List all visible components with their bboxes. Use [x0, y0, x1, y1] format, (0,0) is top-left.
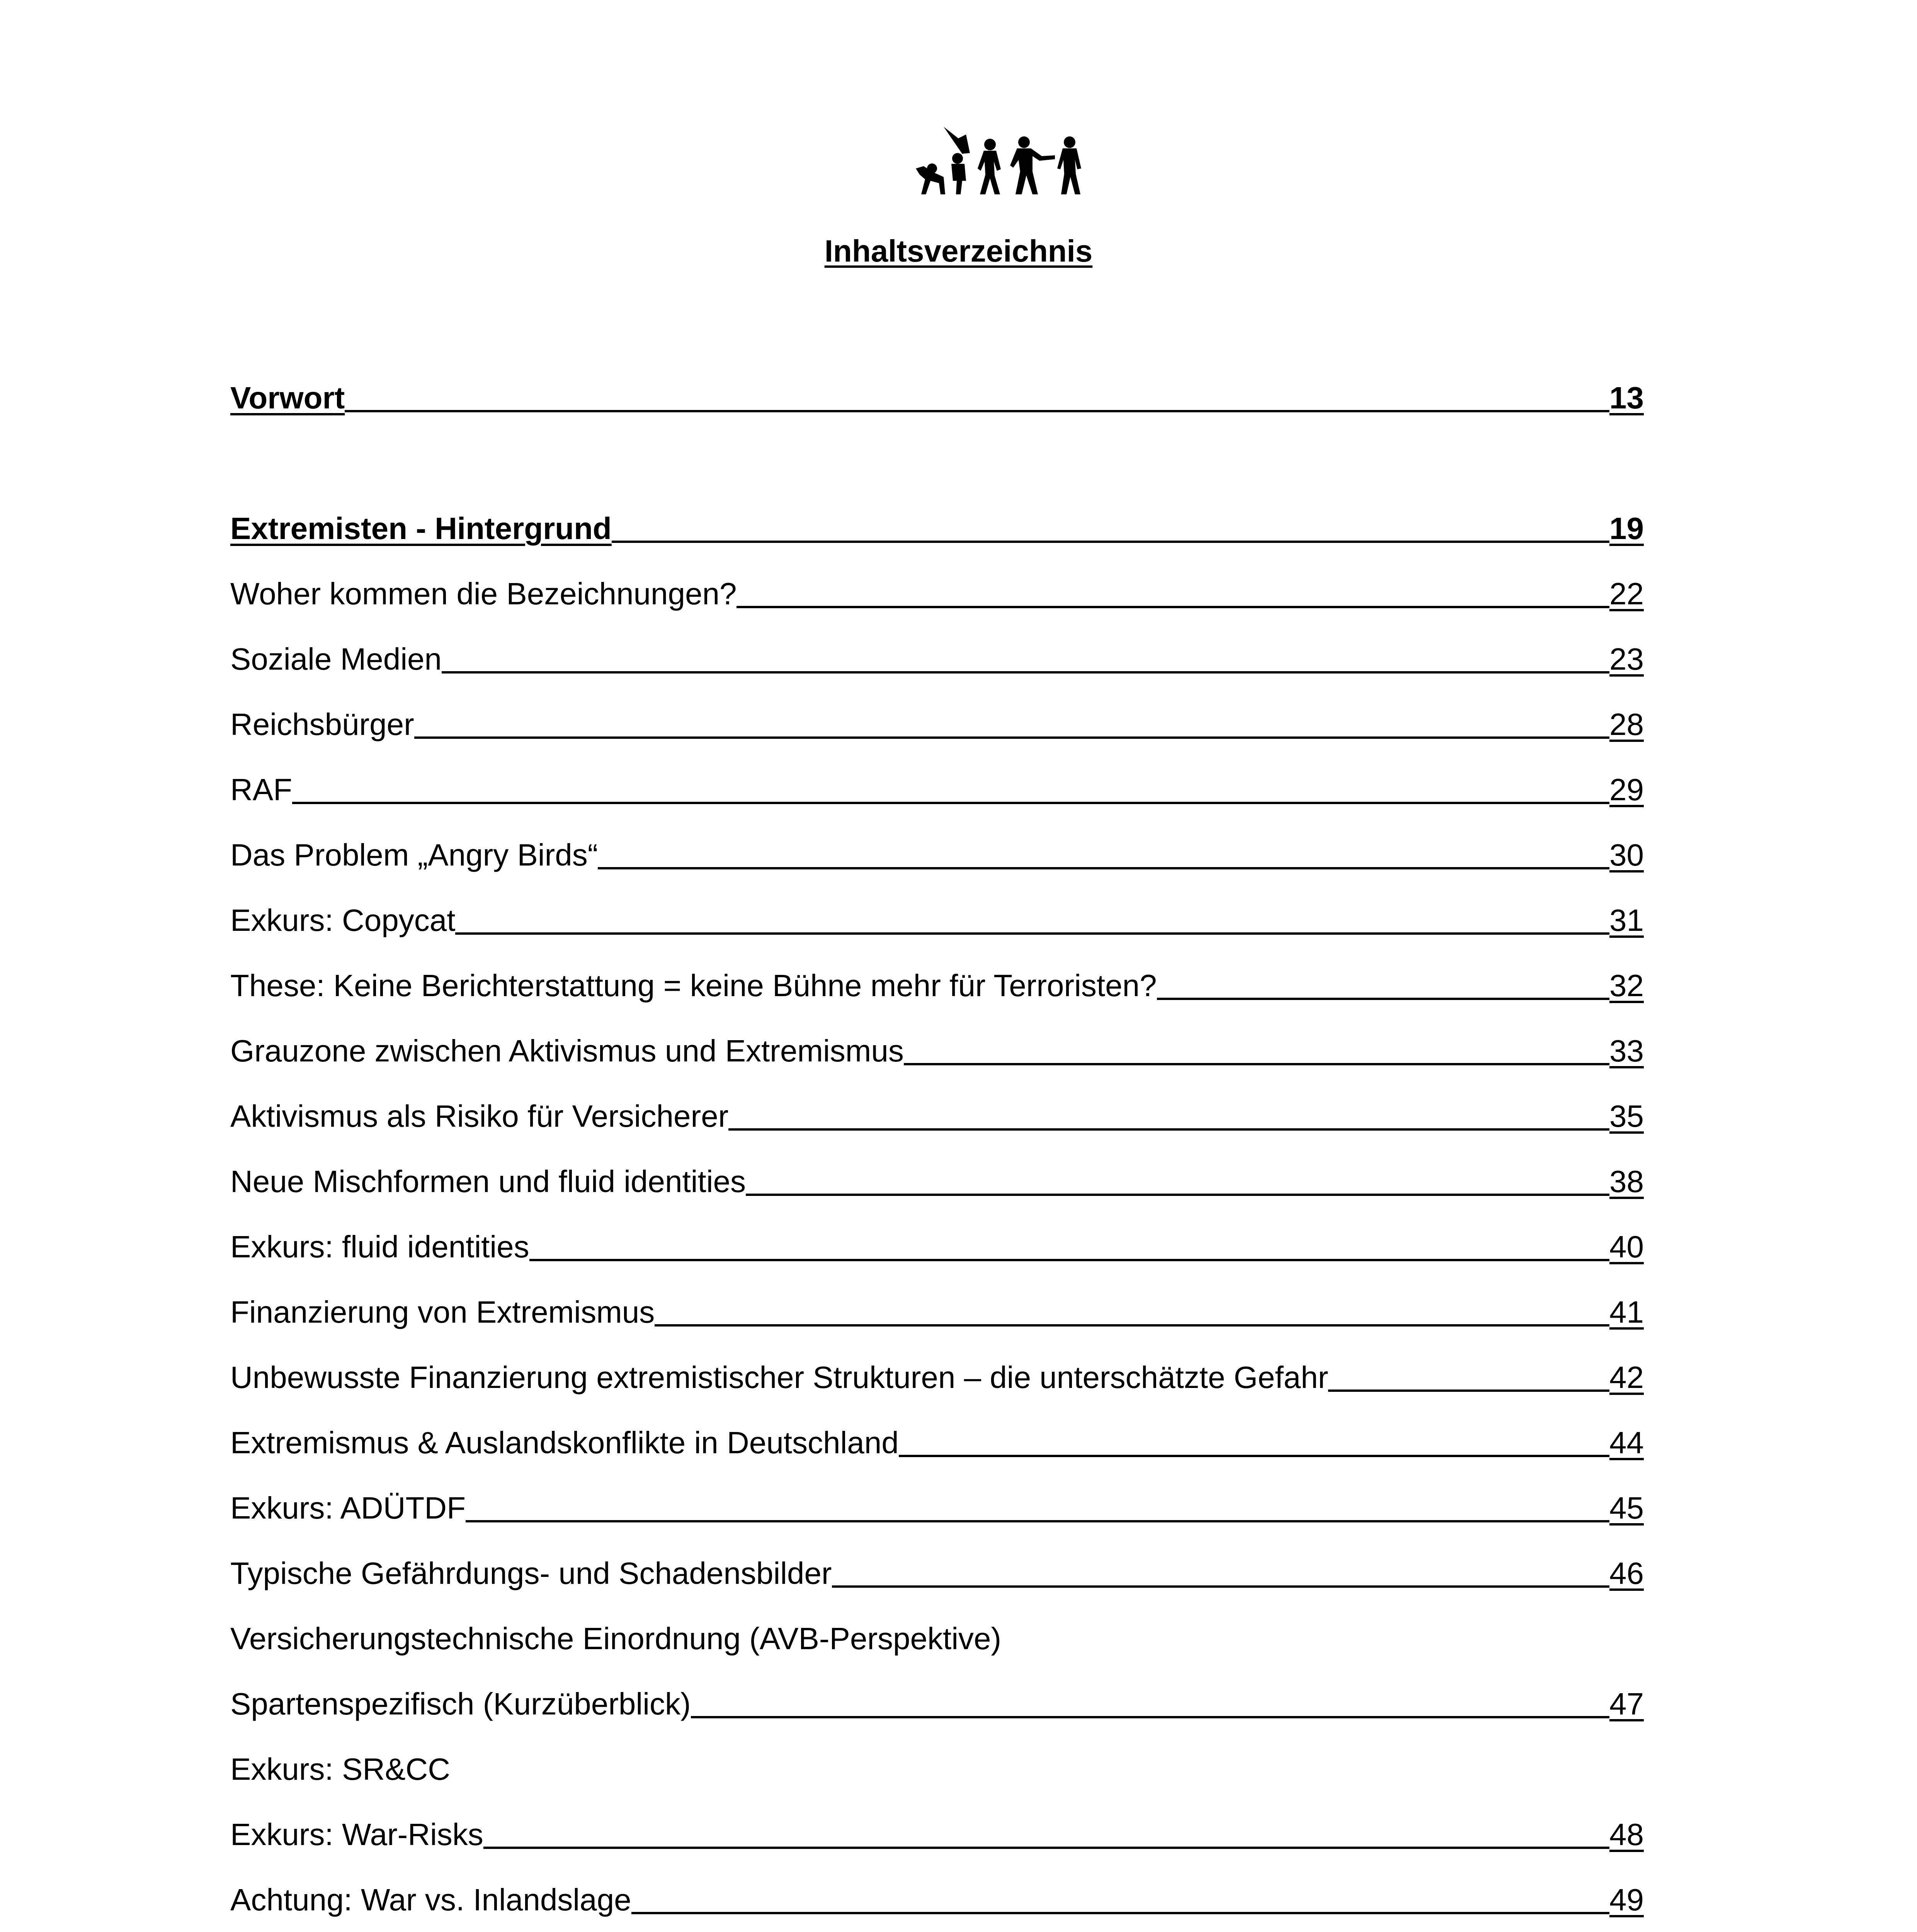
- toc-entry-title: Woher kommen die Bezeichnungen?: [230, 577, 737, 611]
- toc-entry-title: Exkurs: War-Risks: [230, 1817, 483, 1852]
- toc-entry-title: Exkurs: ADÜTDF: [230, 1491, 466, 1525]
- toc-leader-line: [1328, 1389, 1609, 1392]
- toc-entry-page-number: 48: [1609, 1817, 1644, 1852]
- toc-entry[interactable]: [230, 1596, 1644, 1662]
- toc-leader-line: [455, 932, 1609, 935]
- toc-entry-page-number: 47: [1609, 1687, 1644, 1721]
- toc-entry-page-number: 22: [1609, 577, 1644, 611]
- toc-entry-title: Aktivismus als Risiko für Versicherer: [230, 1099, 729, 1133]
- toc-leader-line: [728, 1128, 1609, 1131]
- toc-leader-line: [631, 1912, 1609, 1914]
- toc-entry[interactable]: [230, 486, 1644, 551]
- toc-entry[interactable]: [230, 551, 1644, 617]
- toc-leader-line: [904, 1063, 1609, 1065]
- toc-leader-line: [612, 540, 1609, 543]
- document-title: Inhaltsverzeichnis: [824, 234, 1093, 268]
- toc-leader-line: [345, 410, 1609, 412]
- toc-entry-title: Typische Gefährdungs- und Schadensbilder: [230, 1556, 832, 1590]
- toc-leader-line: [598, 867, 1609, 869]
- toc-entry[interactable]: [230, 1662, 1644, 1727]
- toc-entry-title: Finanzierung von Extremismus: [230, 1295, 655, 1329]
- toc-entry-title: Achtung: War vs. Inlandslage: [230, 1883, 631, 1917]
- toc-entry[interactable]: [230, 1139, 1644, 1204]
- toc-entry-title: Extremisten - Hintergrund: [230, 511, 612, 546]
- toc-entry-page-number: 13: [1609, 381, 1644, 415]
- toc-entry[interactable]: [230, 943, 1644, 1009]
- toc-leader-line: [529, 1259, 1609, 1261]
- toc-entry-page-number: 42: [1609, 1360, 1644, 1395]
- toc-leader-line: [466, 1520, 1609, 1522]
- toc-entry-title: Extremismus & Auslandskonflikte in Deutschland: [230, 1425, 899, 1460]
- toc-entry-page-number: 33: [1609, 1034, 1644, 1068]
- toc-entry[interactable]: [230, 1009, 1644, 1074]
- toc-entry-page-number: 31: [1609, 903, 1644, 937]
- toc-leader-line: [691, 1716, 1609, 1718]
- toc-entry[interactable]: [230, 878, 1644, 943]
- toc-entry-page-number: 45: [1609, 1491, 1644, 1525]
- toc-entry-title: Unbewusste Finanzierung extremistischer Strukturen – die unterschätzte Gefahr: [230, 1360, 1328, 1395]
- toc-entry-title: Das Problem „Angry Birds“: [230, 838, 598, 872]
- toc-entry-title: Vorwort: [230, 381, 345, 415]
- toc-entry[interactable]: [230, 1923, 1644, 1932]
- toc-entry-page-number: 23: [1609, 642, 1644, 676]
- toc-entry[interactable]: [230, 1074, 1644, 1139]
- toc-leader-line: [1157, 997, 1609, 1000]
- toc-entry[interactable]: [230, 1531, 1644, 1596]
- toc-entry-page-number: 32: [1609, 968, 1644, 1003]
- toc-entry[interactable]: [230, 1792, 1644, 1857]
- toc-entry-page-number: 35: [1609, 1099, 1644, 1133]
- toc-entry-page-number: 46: [1609, 1556, 1644, 1590]
- toc-leader-line: [655, 1324, 1609, 1327]
- toc-entry-title: Grauzone zwischen Aktivismus und Extremismus: [230, 1034, 904, 1068]
- toc-entry-title: These: Keine Berichterstattung = keine Bühne mehr für Terroristen?: [230, 968, 1157, 1003]
- toc-leader-line: [899, 1454, 1609, 1457]
- toc-entry-page-number: 28: [1609, 707, 1644, 742]
- toc-entry-page-number: 41: [1609, 1295, 1644, 1329]
- toc-entry-page-number: 49: [1609, 1883, 1644, 1917]
- toc-entry[interactable]: [230, 682, 1644, 747]
- toc-entry-title: Exkurs: SR&CC: [230, 1752, 450, 1786]
- toc-leader-line: [483, 1846, 1609, 1849]
- toc-entry[interactable]: [230, 1270, 1644, 1335]
- table-of-contents: [230, 355, 1644, 1932]
- toc-entry-page-number: 38: [1609, 1164, 1644, 1199]
- toc-entry-page-number: 40: [1609, 1230, 1644, 1264]
- toc-leader-line: [737, 605, 1609, 608]
- toc-entry-title: Spartenspezifisch (Kurzüberblick): [230, 1687, 691, 1721]
- toc-entry-title: Reichsbürger: [230, 707, 414, 742]
- toc-entry-title: Soziale Medien: [230, 642, 442, 676]
- evolution-silhouettes-icon: [908, 123, 1090, 196]
- toc-leader-line: [832, 1585, 1609, 1588]
- toc-entry[interactable]: [230, 747, 1644, 813]
- toc-entry[interactable]: [230, 1400, 1644, 1466]
- toc-entry[interactable]: [230, 617, 1644, 682]
- toc-entry-title: Exkurs: Copycat: [230, 903, 456, 937]
- toc-entry-page-number: 30: [1609, 838, 1644, 872]
- toc-leader-line: [746, 1193, 1609, 1196]
- toc-entry-page-number: 44: [1609, 1425, 1644, 1460]
- toc-entry-title: Neue Mischformen und fluid identities: [230, 1164, 746, 1199]
- toc-entry-page-number: 19: [1609, 511, 1644, 546]
- toc-entry[interactable]: [230, 1204, 1644, 1270]
- toc-entry[interactable]: [230, 1466, 1644, 1531]
- toc-entry[interactable]: [230, 813, 1644, 878]
- toc-entry-page-number: 29: [1609, 772, 1644, 807]
- toc-leader-line: [292, 801, 1609, 804]
- toc-leader-line: [442, 671, 1609, 673]
- toc-entry[interactable]: [230, 1857, 1644, 1923]
- toc-leader-line: [414, 736, 1609, 739]
- toc-entry[interactable]: [230, 355, 1644, 421]
- toc-entry[interactable]: [230, 1335, 1644, 1400]
- toc-entry-title: RAF: [230, 772, 292, 807]
- toc-entry[interactable]: [230, 1727, 1644, 1792]
- toc-entry-title: Versicherungstechnische Einordnung (AVB-Perspektive): [230, 1621, 1002, 1656]
- toc-entry-title: Exkurs: fluid identities: [230, 1230, 529, 1264]
